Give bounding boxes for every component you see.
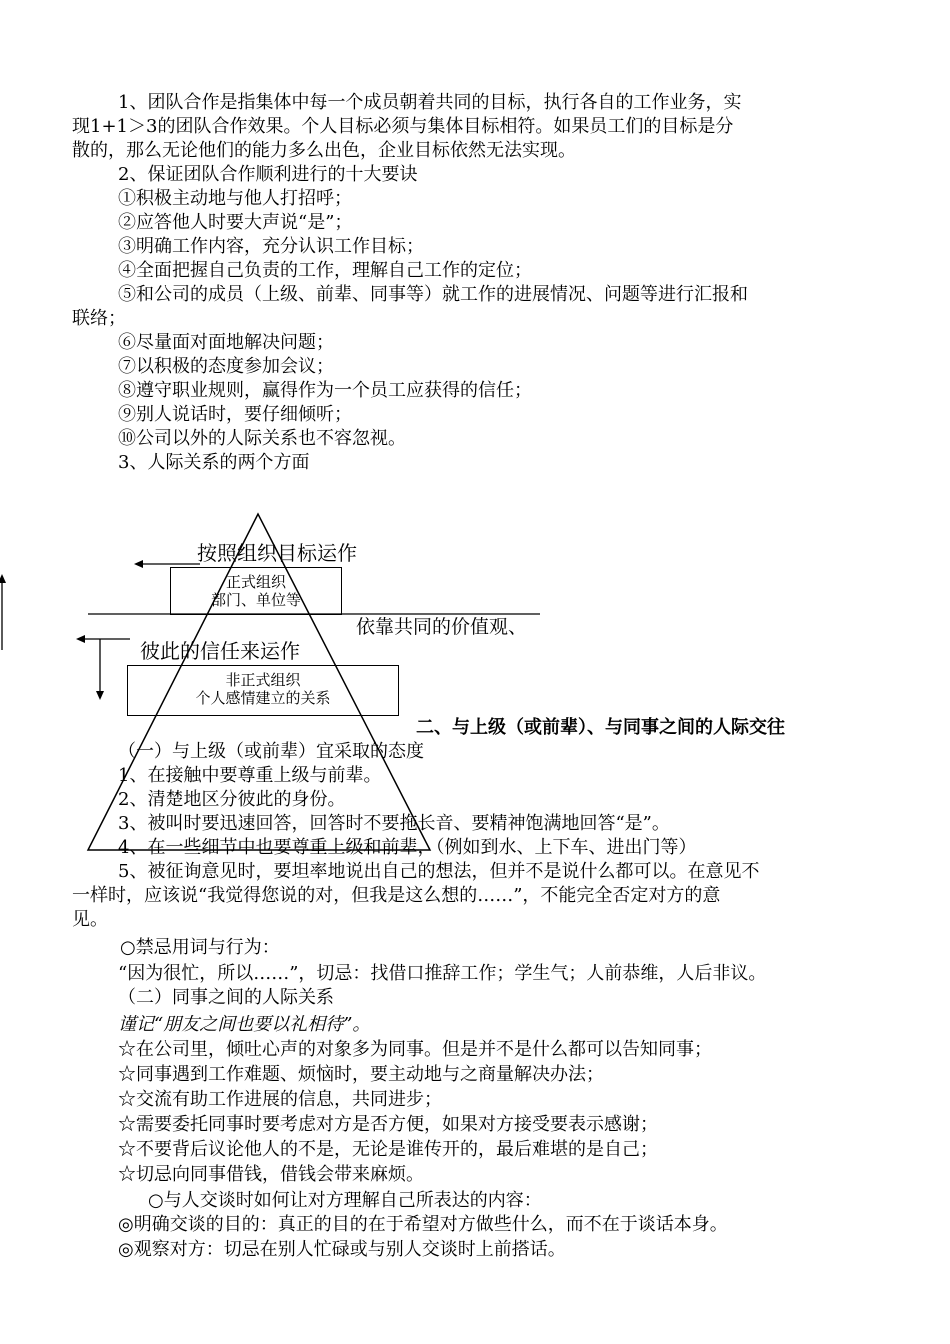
talk-title: ○与人交谈时如何让对方理解自己所表达的内容：: [148, 1190, 542, 1211]
superior-item-5-end: 见。: [72, 909, 108, 930]
para-3-heading: 3、人际关系的两个方面: [118, 452, 310, 473]
tip-5: ⑤和公司的成员（上级、前辈、同事等）就工作的进展情况、问题等进行汇报和: [118, 284, 748, 305]
superior-item-2: 2、清楚地区分彼此的身份。: [118, 789, 346, 810]
tip-9: ⑨别人说话时，要仔细倾听；: [118, 404, 352, 425]
label-top: 按照组织目标运作: [197, 541, 357, 565]
colleague-tip-5: ☆不要背后议论他人的不是，无论是谁传开的，最后难堪的是自己；: [118, 1139, 658, 1160]
para-2-heading: 2、保证团队合作顺利进行的十大要诀: [118, 164, 418, 185]
tip-4: ④全面把握自己负责的工作，理解自己工作的定位；: [118, 260, 532, 281]
motto: 谨记“朋友之间也要以礼相待”。: [118, 1014, 371, 1035]
colleague-tip-1: ☆在公司里，倾吐心声的对象多为同事。但是并不是什么都可以告知同事；: [118, 1039, 712, 1060]
superior-item-4: 4、在一些细节中也要尊重上级和前辈，（例如到水、上下车、进出门等）: [118, 837, 697, 858]
colleague-tip-4: ☆需要委托同事时要考虑对方是否方便，如果对方接受要表示感谢；: [118, 1114, 658, 1135]
tip-10: ⑩公司以外的人际关系也不容忽视。: [118, 428, 406, 449]
formal-sub: 部门、单位等: [210, 591, 301, 609]
colleague-tip-3: ☆交流有助工作进展的信息，共同进步；: [118, 1089, 442, 1110]
tip-3: ③明确工作内容，充分认识工作目标；: [118, 236, 424, 257]
tip-8: ⑧遵守职业规则，赢得作为一个员工应获得的信任；: [118, 380, 532, 401]
talk-item-2: ◎观察对方：切忌在别人忙碌或与别人交谈时上前搭话。: [118, 1239, 566, 1260]
informal-title: 非正式组织: [225, 671, 301, 689]
para-1-line-1: 1、团队合作是指集体中每一个成员朝着共同的目标，执行各自的工作业务，实: [118, 92, 742, 113]
arrow-down-head: [96, 691, 104, 700]
section-2-heading: 二、与上级（或前辈）、与同事之间的人际交往: [416, 717, 785, 738]
superior-item-5: 5、被征询意见时，要坦率地说出自己的想法，但并不是说什么都可以。在意见不: [118, 861, 760, 882]
arrow-up-head: [0, 574, 6, 583]
label-trust: 彼此的信任来运作: [140, 639, 300, 663]
colleague-tip-6: ☆切忌向同事借钱，借钱会带来麻烦。: [118, 1164, 424, 1185]
sub-heading-2: （二）同事之间的人际关系: [118, 987, 334, 1008]
informal-org-box: [127, 665, 399, 716]
taboo-title: ○禁忌用词与行为：: [120, 937, 280, 958]
arrow-top-head: [134, 560, 143, 568]
sub-heading-1: （一）与上级（或前辈）宜采取的态度: [118, 741, 424, 762]
superior-item-1: 1、在接触中要尊重上级与前辈。: [118, 765, 382, 786]
tip-7: ⑦以积极的态度参加会议；: [118, 356, 334, 377]
superior-item-3: 3、被叫时要迅速回答，回答时不要拖长音、要精神饱满地回答“是”。: [118, 813, 670, 834]
colleague-tip-2: ☆同事遇到工作难题、烦恼时，要主动地与之商量解决办法；: [118, 1064, 604, 1085]
talk-item-1: ◎明确交谈的目的：真正的目的在于希望对方做些什么，而不在于谈话本身。: [118, 1214, 728, 1235]
tip-1: ①积极主动地与他人打招呼；: [118, 188, 352, 209]
para-1-line-2: 现1+1＞3的团队合作效果。个人目标必须与集体目标相符。如果员工们的目标是分: [72, 116, 734, 137]
formal-title: 正式组织: [225, 573, 286, 591]
formal-org-box: [170, 567, 342, 615]
para-1-line-3: 散的，那么无论他们的能力多么出色，企业目标依然无法实现。: [72, 140, 576, 161]
superior-item-5-cont: 一样时，应该说“我觉得您说的对，但我是这么想的……”，不能完全否定对方的意: [72, 885, 721, 906]
taboo-text: “因为很忙，所以……”，切忌：找借口推辞工作；学生气；人前恭维，人后非议。: [118, 963, 767, 984]
label-mid: 依靠共同的价值观、: [356, 616, 528, 638]
tip-5-cont: 联络；: [72, 308, 126, 329]
arrow-mid-head: [76, 635, 85, 643]
informal-sub: 个人感情建立的关系: [195, 689, 331, 707]
tip-2: ②应答他人时要大声说“是”；: [118, 212, 353, 233]
tip-6: ⑥尽量面对面地解决问题；: [118, 332, 334, 353]
